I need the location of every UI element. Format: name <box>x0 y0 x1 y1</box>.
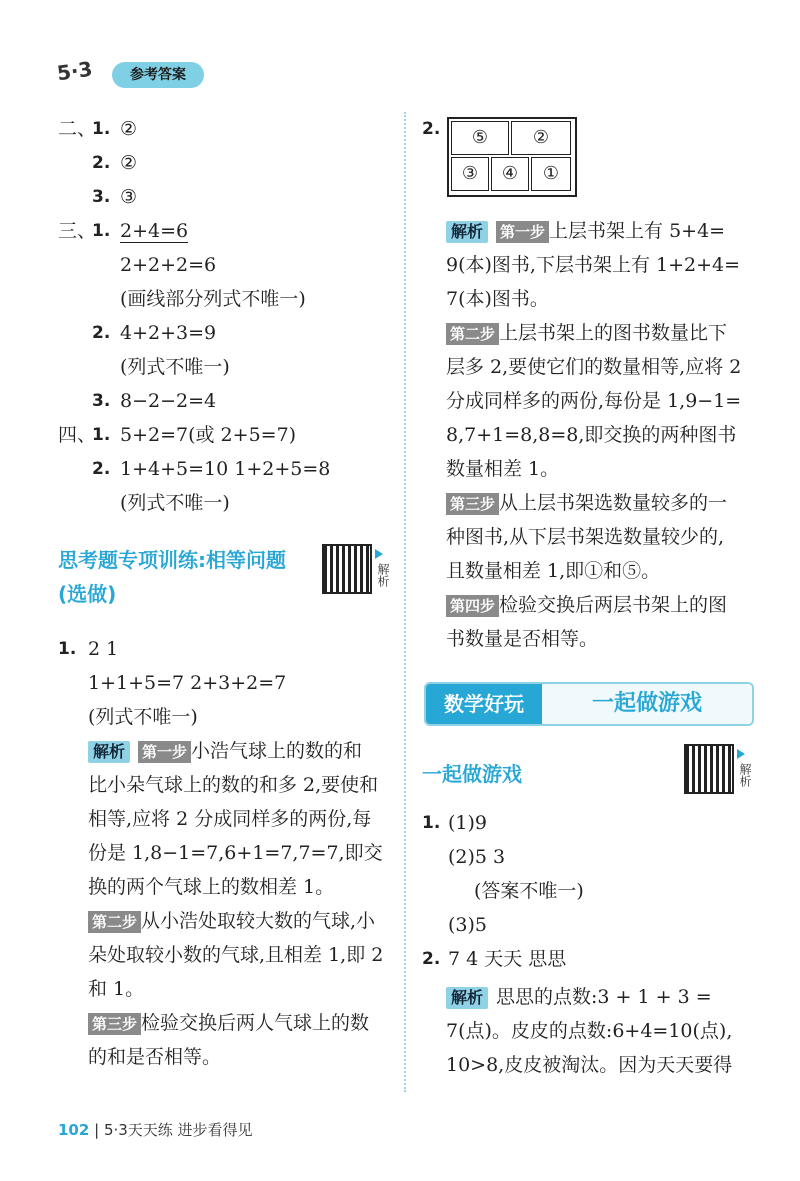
s3-q1-note: (画线部分列式不唯一) <box>120 288 306 310</box>
tq1-line7: 朵处取较小数的气球,且相差 1,即 2 <box>88 944 384 966</box>
s4-q1-num: 1. <box>92 425 111 445</box>
step-4-badge: 第四步 <box>446 595 499 617</box>
r-line8: 数量相差 1。 <box>446 458 560 480</box>
s2-label: 二、 <box>58 118 97 140</box>
shelf-cell: ① <box>531 157 571 191</box>
tq1-answer-a: 2 1 <box>88 638 119 660</box>
s3-q2-answer: 4+2+3=9 <box>120 322 217 344</box>
game-title: 一起做游戏 <box>422 762 522 786</box>
s2-q2-num: 2. <box>92 153 111 173</box>
g2-line2: 7(点)。皮皮的点数:6+4=10(点), <box>446 1020 733 1042</box>
tq1-num: 1. <box>58 639 77 659</box>
shelf-cell: ⑤ <box>451 121 509 155</box>
s3-q3-answer: 8−2−2=4 <box>120 390 217 412</box>
s3-q1-answer-b: 2+2+2=6 <box>120 254 217 276</box>
tq1-line1: 小浩气球上的数的和 <box>191 740 363 762</box>
qr-label: 解析 <box>738 763 752 787</box>
play-icon <box>737 749 745 759</box>
qr-code-game[interactable] <box>684 744 754 794</box>
qr-code-think[interactable] <box>322 544 392 594</box>
think-subtitle: (选做) <box>58 582 117 606</box>
shelf-cell: ④ <box>491 157 529 191</box>
s2-q2-answer: ② <box>120 152 138 174</box>
analysis-badge: 解析 <box>88 741 130 763</box>
step-1-badge: 第一步 <box>138 741 191 763</box>
logo: 5·3 <box>55 56 94 86</box>
tq1-answer-b: 1+1+5=7 2+3+2=7 <box>88 672 287 694</box>
s3-q2-num: 2. <box>92 323 111 343</box>
s4-q2-answer: 1+4+5=10 1+2+5=8 <box>120 458 331 480</box>
r-line6: 分成同样多的两份,每份是 1,9−1= <box>446 390 742 412</box>
r-line13: 书数量是否相等。 <box>446 628 599 650</box>
r-line10: 种图书,从下层书架选数量较少的, <box>446 526 725 548</box>
page-number: 102 <box>58 1121 90 1139</box>
g1-num: 1. <box>422 813 441 833</box>
footer-separator: | <box>94 1121 100 1139</box>
g1-answer-a: (1)9 <box>448 812 488 834</box>
tq1-line8: 和 1。 <box>88 978 145 1000</box>
step-2-badge: 第二步 <box>88 911 141 933</box>
g2-num: 2. <box>422 949 441 969</box>
r-line5: 层多 2,要使它们的数量相等,应将 2 <box>446 356 742 378</box>
s3-q3-num: 3. <box>92 391 111 411</box>
tq1-note: (列式不唯一) <box>88 706 198 728</box>
s2-q1-answer: ② <box>120 118 138 140</box>
s2-q1-num: 1. <box>92 119 111 139</box>
step-1-badge: 第一步 <box>496 221 549 243</box>
tq1-line9: 检验交换后两人气球上的数 <box>141 1012 370 1034</box>
step-3-badge: 第三步 <box>446 493 499 515</box>
tq1-line3: 相等,应将 2 分成同样多的两份,每 <box>88 808 372 830</box>
tq1-line5: 换的两个气球上的数相差 1。 <box>88 876 335 898</box>
s3-q1-answer-a: 2+4=6 <box>120 220 189 242</box>
analysis-badge: 解析 <box>446 987 488 1009</box>
g1-note: (答案不唯一) <box>474 880 584 902</box>
think-title: 思考题专项训练:相等问题 <box>58 548 286 572</box>
tq1-line2: 比小朵气球上的数的和多 2,要使和 <box>88 774 379 796</box>
r-line7: 8,7+1=8,8=8,即交换的两种图书 <box>446 424 737 446</box>
banner-right-label: 一起做游戏 <box>542 684 752 724</box>
g1-answer-b: (2)5 3 <box>448 846 506 868</box>
shelf-cell: ② <box>511 121 571 155</box>
s4-q2-note: (列式不唯一) <box>120 492 230 514</box>
s2-q3-answer: ③ <box>120 186 138 208</box>
g2-line3: 10>8,皮皮被淘汰。因为天天要得 <box>446 1054 733 1076</box>
qr-label: 解析 <box>376 563 390 587</box>
s3-label: 三、 <box>58 220 97 242</box>
g1-answer-c: (3)5 <box>448 914 488 936</box>
s2-q3-num: 3. <box>92 187 111 207</box>
banner-left-label: 数学好玩 <box>426 684 542 724</box>
r-line9: 从上层书架选数量较多的一 <box>499 492 728 514</box>
g2-answer: 7 4 天天 思思 <box>448 948 567 970</box>
tq1-line6: 从小浩处取较大数的气球,小 <box>141 910 376 932</box>
column-divider <box>404 112 406 1092</box>
tq1-line4: 份是 1,8−1=7,6+1=7,7=7,即交 <box>88 842 383 864</box>
answer-tag: 参考答案 <box>112 62 204 88</box>
step-3-badge: 第三步 <box>88 1013 141 1035</box>
qr-icon <box>684 744 734 794</box>
r-q2-num: 2. <box>422 119 441 139</box>
tq1-line10: 的和是否相等。 <box>88 1046 222 1068</box>
r-line4: 上层书架上的图书数量比下 <box>499 322 728 344</box>
s4-q2-num: 2. <box>92 459 111 479</box>
s4-q1-answer: 5+2=7(或 2+5=7) <box>120 424 297 446</box>
g2-line1: 思思的点数:3 + 1 + 3 = <box>496 986 712 1008</box>
s4-label: 四、 <box>58 424 97 446</box>
play-icon <box>375 549 383 559</box>
section-banner <box>424 682 754 726</box>
qr-icon <box>322 544 372 594</box>
bookshelf <box>447 117 577 197</box>
shelf-cell: ③ <box>451 157 489 191</box>
analysis-badge: 解析 <box>446 221 488 243</box>
step-2-badge: 第二步 <box>446 323 499 345</box>
footer-text: 5·3天天练 进步看得见 <box>103 1121 253 1139</box>
footer <box>58 1119 253 1140</box>
s3-q1-num: 1. <box>92 221 111 241</box>
s3-q2-note: (列式不唯一) <box>120 356 230 378</box>
r-line12: 检验交换后两层书架上的图 <box>499 594 728 616</box>
r-line11: 且数量相差 1,即①和⑤。 <box>446 560 661 582</box>
r-line3: 7(本)图书。 <box>446 288 549 310</box>
r-line2: 9(本)图书,下层书架上有 1+2+4= <box>446 254 741 276</box>
r-line1: 上层书架上有 5+4= <box>549 220 726 242</box>
